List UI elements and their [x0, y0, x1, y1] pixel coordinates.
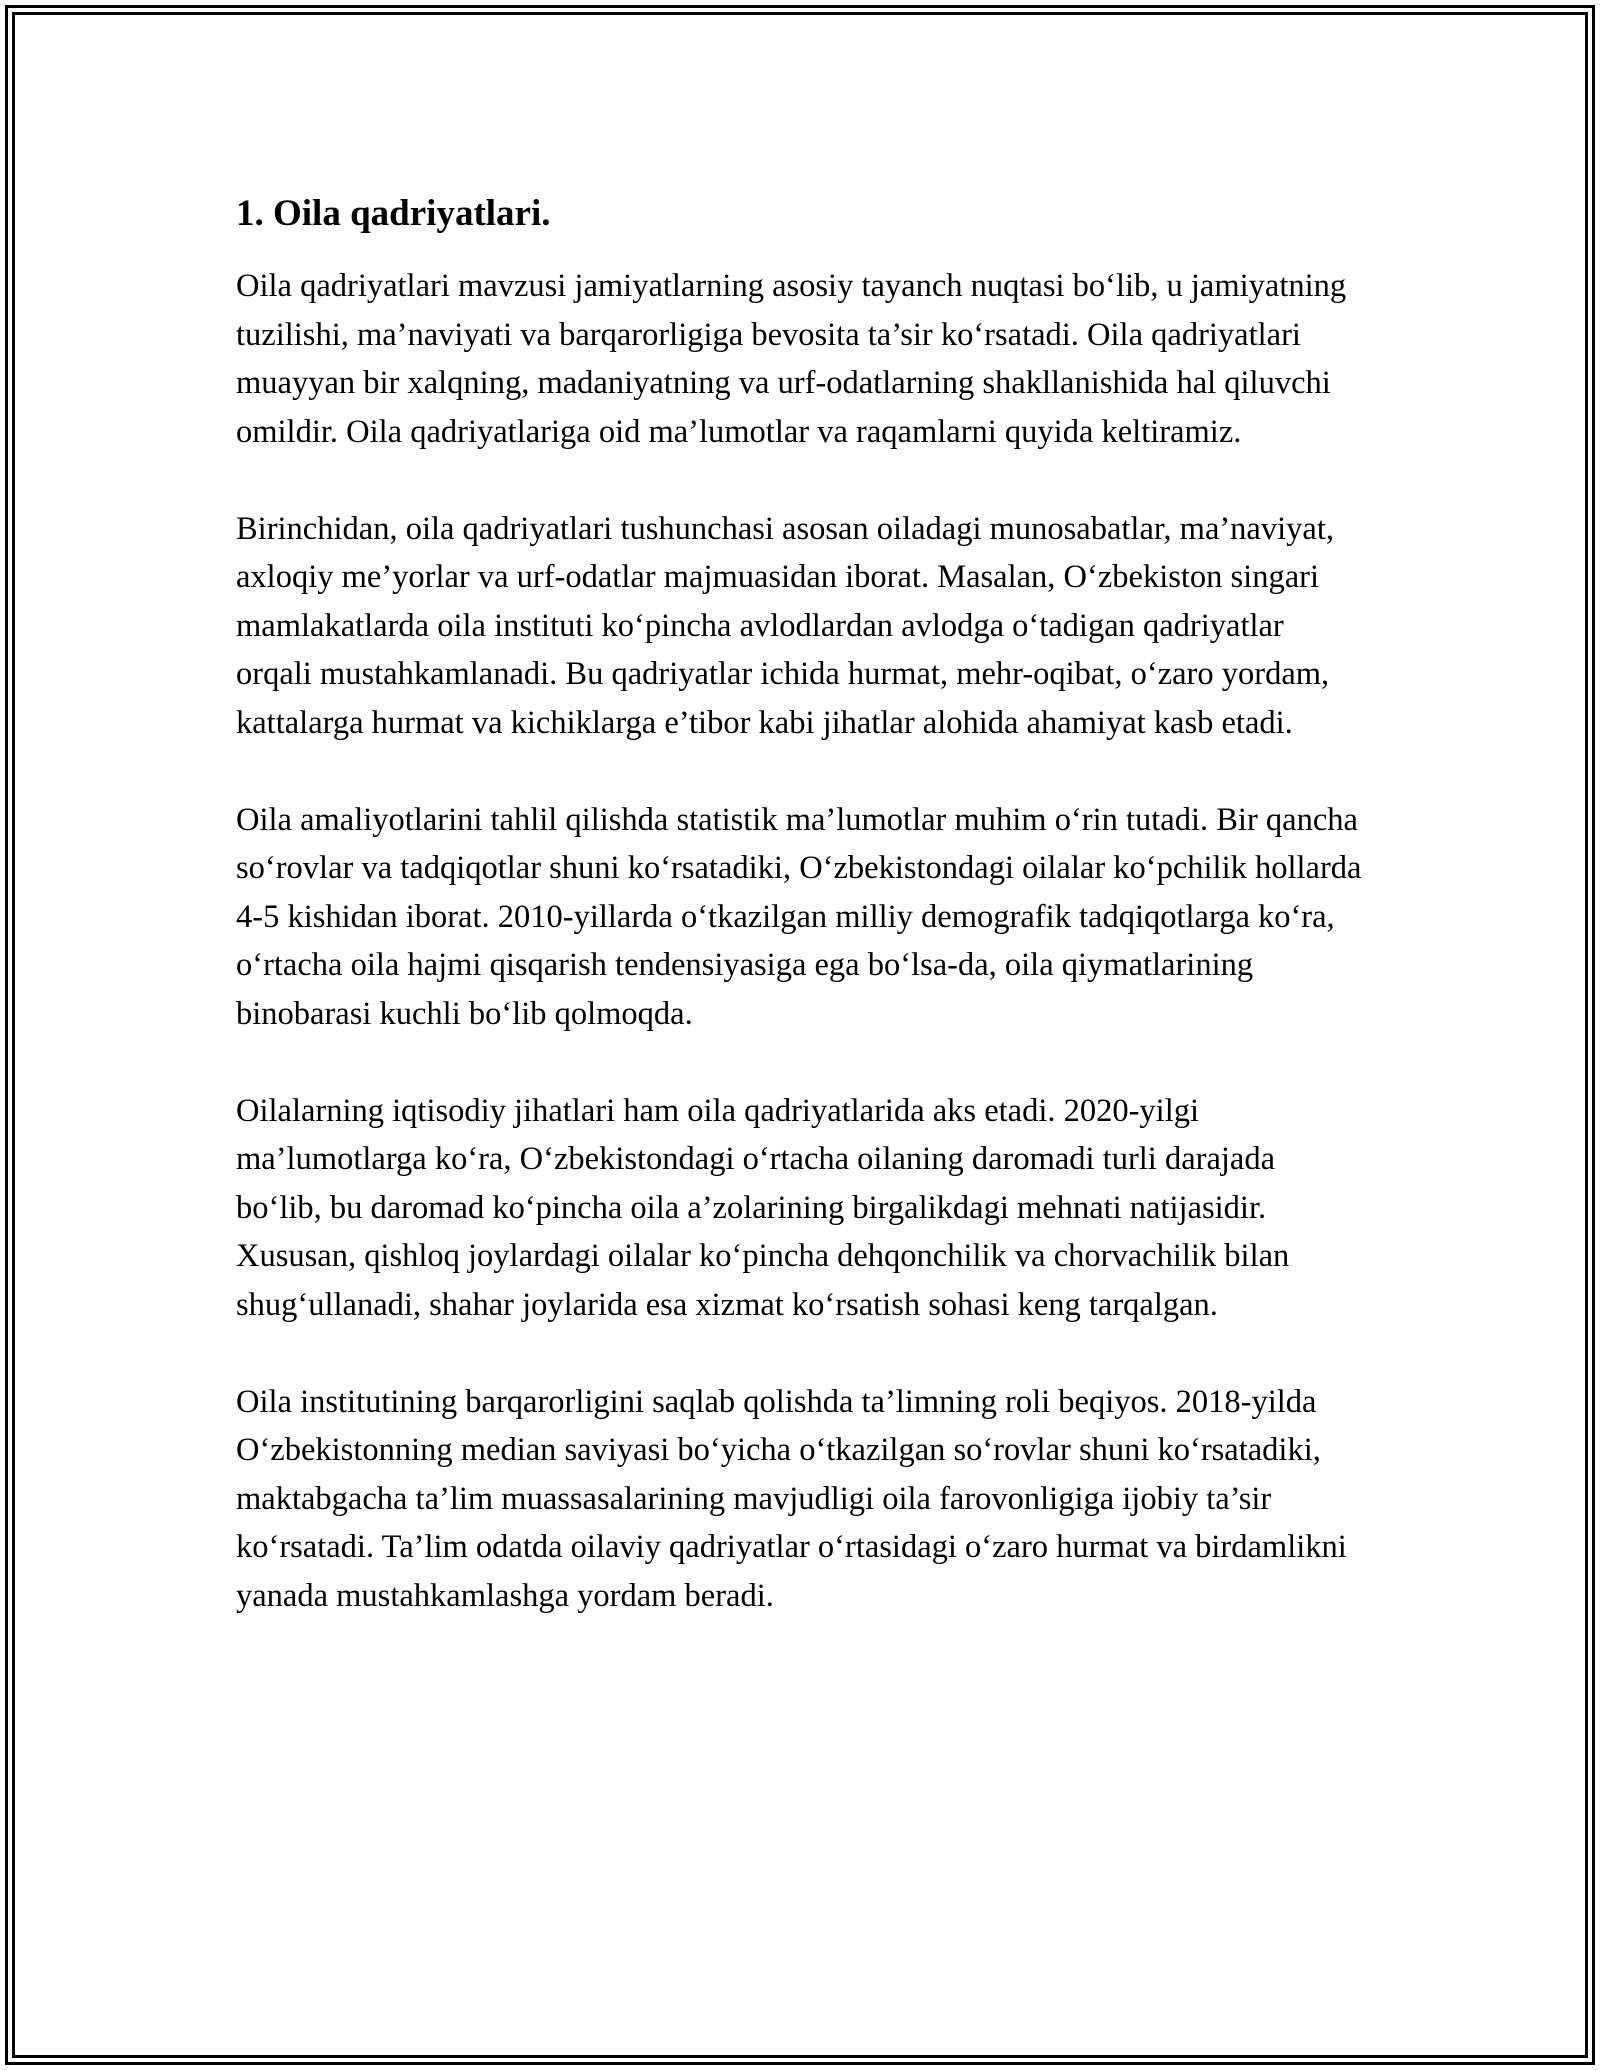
paragraph-economics: Oilalarning iqtisodiy jihatlari ham oila qadriyatlarida aks etadi. 2020-yilgi ma’lumotlarga ko‘ra, O‘zbekistondagi o‘rtacha oilaning daromadi turli darajada bo‘lib, bu daromad ko‘pincha oila a’zolarining birgalikdagi mehnati natijasidir. Xususan, qishloq joylardagi oilalar ko‘pincha dehqonchilik va chorvachilik bilan shug‘ullanadi, shahar joylarida esa xizmat ko‘rsatish sohasi keng tarqalgan. [236, 1092, 1290, 1323]
document-title: 1. Oila qadriyatlari. [236, 193, 551, 234]
paragraph-intro: Oila qadriyatlari mavzusi jamiyatlarning asosiy tayanch nuqtasi bo‘lib, u jamiyatning tuzilishi, ma’naviyati va barqarorligiga bevosita ta’sir ko‘rsatadi. Oila qadriyatlari muayyan bir xalqning, madaniyatning va urf-odatlarning shakllanishida hal qiluvchi omildir. Oila qadriyatlariga oid ma’lumotlar va raqamlarni quyida keltiramiz. [236, 268, 1347, 450]
paragraph-values: Birinchidan, oila qadriyatlari tushunchasi asosan oiladagi munosabatlar, ma’naviyat, axloqiy me’yorlar va urf-odatlar majmuasidan iborat. Masalan, O‘zbekiston singari mamlakatlarda oila instituti ko‘pincha avlodlardan avlodga o‘tadigan qadriyatlar orqali mustahkamlanadi. Bu qadriyatlar ichida hurmat, mehr-oqibat, o‘zaro yordam, kattalarga hurmat va kichiklarga e’tibor kabi jihatlar alohida ahamiyat kasb etadi. [236, 510, 1334, 741]
paragraph-statistics: Oila amaliyotlarini tahlil qilishda statistik ma’lumotlar muhim o‘rin tutadi. Bir qancha so‘rovlar va tadqiqotlar shuni ko‘rsatadiki, O‘zbekistondagi oilalar ko‘pchilik hollarda 4-5 kishidan iborat. 2010-yillarda o‘tkazilgan milliy demografik tadqiqotlarga ko‘ra, o‘rtacha oila hajmi qisqarish tendensiyasiga ega bo‘lsa-da, oila qiymatlarining binobarasi kuchli bo‘lib qolmoqda. [236, 801, 1362, 1032]
paragraph-education: Oila institutining barqarorligini saqlab qolishda ta’limning roli beqiyos. 2018-yilda O‘zbekistonning median saviyasi bo‘yicha o‘tkazilgan so‘rovlar shuni ko‘rsatadiki, maktabgacha ta’lim muassasalarining mavjudligi oila farovonligiga ijobiy ta’sir ko‘rsatadi. Ta’lim odatda oilaviy qadriyatlar o‘rtasidagi o‘zaro hurmat va birdamlikni yanada mustahkamlashga yordam beradi. [236, 1383, 1347, 1614]
document-body [236, 188, 1366, 1669]
